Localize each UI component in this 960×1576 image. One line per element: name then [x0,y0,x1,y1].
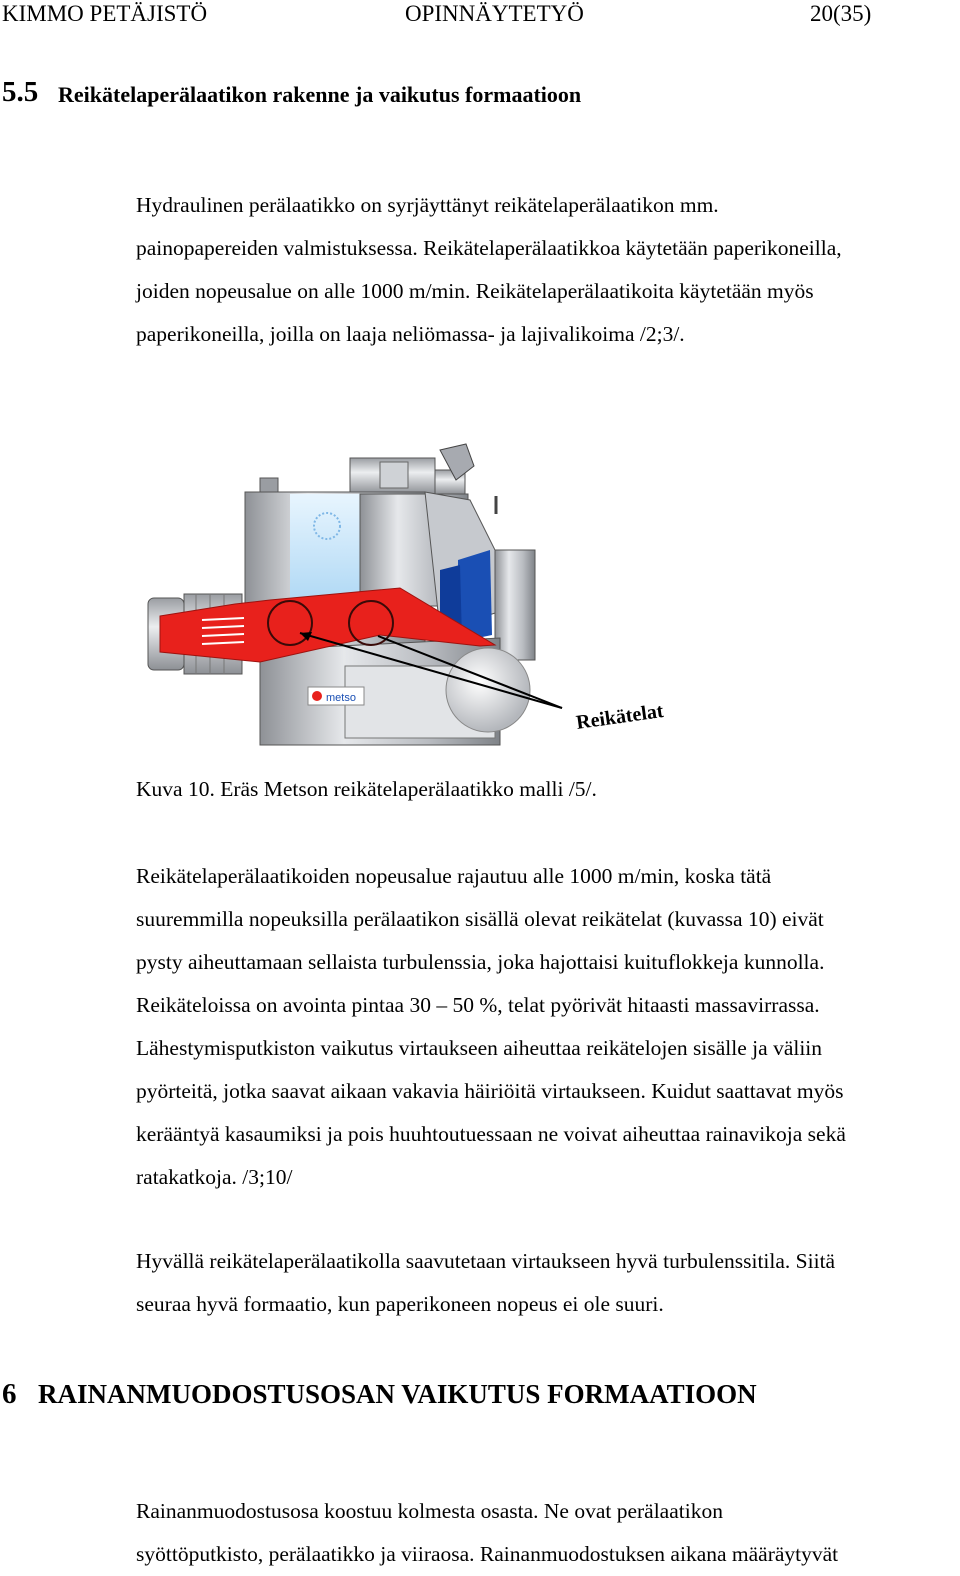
paragraph-line: Lähestymisputkiston vaikutus virtaukseen aiheuttaa reikätelojen sisälle ja väliin [136,1036,823,1060]
header-author: KIMMO PETÄJISTÖ [2,1,208,26]
paragraph-line: Hydraulinen perälaatikko on syrjäyttänyt reikätelaperälaatikon mm. [136,193,719,217]
paragraph-line: pyörteitä, jotka saavat aikaan vakavia häiriöitä virtaukseen. Kuidut saattavat myös [136,1079,844,1103]
figure-caption: Kuva 10. Eräs Metson reikätelaperälaatikko malli /5/. [136,777,597,801]
paragraph-line: pysty aiheuttamaan sellaista turbulenssia, joka hajottaisi kuituflokkeja kunnolla. [136,950,825,974]
paragraph-2 [136,855,956,1199]
metso-logo-text: metso [326,692,356,704]
section-title-5-5: Reikätelaperälaatikon rakenne ja vaikutus formaatioon [58,82,582,107]
paragraph-line: Reikäteloissa on avointa pintaa 30 – 50 %, telat pyörivät hitaasti massavirrassa. [136,993,820,1017]
headbox-illustration [140,440,700,752]
paragraph-1 [136,184,956,356]
paragraph-line: paperikoneilla, joilla on laaja neliömassa- ja lajivalikoima /2;3/. [136,322,685,346]
paragraph-line: joiden nopeusalue on alle 1000 m/min. Reikätelaperälaatikoita käytetään myös [136,279,814,303]
paragraph-line: kerääntyä kasaumiksi ja pois huuhtoutuessaan ne voivat aiheuttaa rainavikoja sekä [136,1122,846,1146]
reikatelat-label: Reikätelat [574,700,665,735]
header-page-number: 20(35) [810,1,872,26]
paragraph-line: seuraa hyvä formaatio, kun paperikoneen nopeus ei ole suuri. [136,1292,664,1316]
paragraph-line: suuremmilla nopeuksilla perälaatikon sisällä olevat reikätelat (kuvassa 10) eivät [136,907,824,931]
paragraph-line: ratakatkoja. /3;10/ [136,1165,293,1189]
headbox-figure [140,440,700,752]
section-number-5-5: 5.5 [2,76,39,108]
paragraph-line: painopapereiden valmistuksessa. Reikätelaperälaatikkoa käytetään paperikoneilla, [136,236,842,260]
section-title-6: RAINANMUODOSTUSOSAN VAIKUTUS FORMAATIOON [38,1379,757,1409]
paragraph-line: Rainanmuodostusosa koostuu kolmesta osasta. Ne ovat perälaatikon [136,1499,723,1523]
paragraph-3 [136,1240,956,1326]
paragraph-line: syöttöputkisto, perälaatikko ja viiraosa. Rainanmuodostuksen aikana määräytyvät [136,1542,839,1566]
section-number-6: 6 [2,1378,17,1410]
header-doc-type: OPINNÄYTETYÖ [405,1,584,26]
paragraph-4 [136,1490,956,1576]
paragraph-line: Reikätelaperälaatikoiden nopeusalue rajautuu alle 1000 m/min, koska tätä [136,864,772,888]
paragraph-line: Hyvällä reikätelaperälaatikolla saavutetaan virtaukseen hyvä turbulenssitila. Siitä [136,1249,836,1273]
